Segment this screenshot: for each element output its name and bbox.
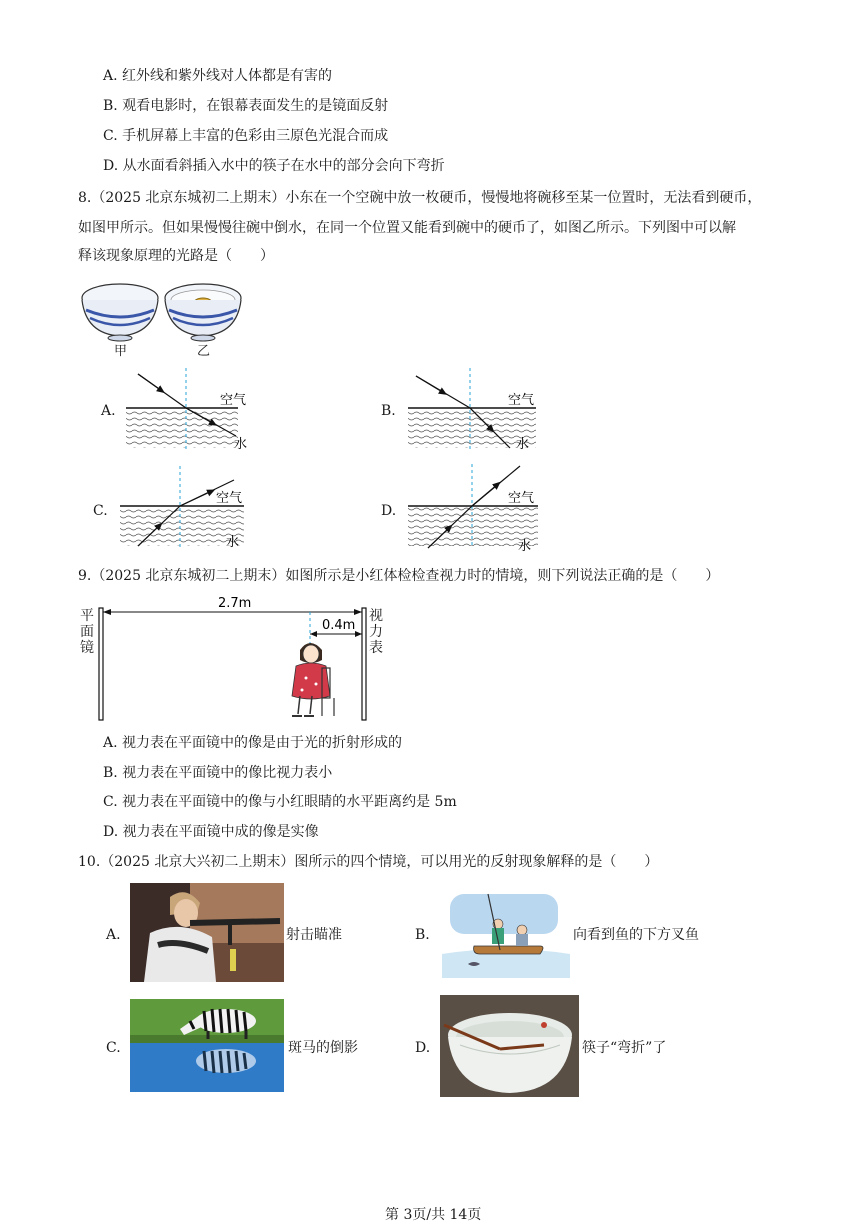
chart-label-char: 表 [369,640,383,656]
q7-option-b: B. 观看电影时，在银幕表面发生的是镜面反射 [103,98,389,114]
q9-option-d: D. 视力表在平面镜中成的像是实像 [103,824,319,840]
bowls-figure [78,276,248,358]
q10-stem: 10.（2025 北京大兴初二上期末）图所示的四个情境，可以用光的反射现象解释的是（ ） [78,854,659,870]
bowl-yi [165,284,241,341]
q9-option-a: A. 视力表在平面镜中的像是由于光的折射形成的 [103,735,403,751]
mirror-label [80,608,96,656]
chart-label-char: 力 [369,624,383,640]
bowl-jia [82,284,158,341]
q10-option-a-caption: 射击瞄准 [286,927,342,943]
chopsticks-bowl-photo [440,995,579,1097]
q10-option-b-caption: 向看到鱼的下方叉鱼 [573,927,699,943]
q9-option-c: C. 视力表在平面镜中的像与小红眼睛的水平距离约是 5m [103,794,457,810]
fishing-illustration [438,890,570,978]
water-label: 水 [516,437,530,452]
mirror-label-char: 平 [80,608,94,624]
page-footer: 第 3页/共 14页 [385,1207,482,1223]
q9-stem: 9.（2025 北京东城初二上期末）如图所示是小红体检检查视力时的情境，则下列说法正确的是（ ） [78,568,720,584]
q8-stem-line3: 释该现象原理的光路是（ ） [78,248,274,264]
q10-option-b-letter: B. [415,927,430,943]
q10-option-c-caption: 斑马的倒影 [288,1040,358,1056]
mirror [99,608,103,720]
air-label: 空气 [508,393,535,408]
q10-option-d-caption: 筷子“弯折”了 [582,1040,667,1056]
chart-label [369,608,385,656]
q8-option-c-diagram [116,466,256,552]
mirror-label-char: 面 [80,624,94,640]
q8-option-a-letter: A. [101,403,116,419]
q10-option-a-letter: A. [106,927,121,943]
q10-option-d-letter: D. [415,1040,431,1056]
air-label: 空气 [220,393,247,408]
water-label: 水 [226,535,240,550]
zebra-photo [130,999,284,1092]
distance-short: 0.4m [322,618,356,633]
bowl-label-yi: 乙 [197,344,211,358]
eye-chart [362,608,366,720]
distance-total: 2.7m [218,596,252,611]
q8-option-b-diagram [404,368,544,454]
q10-option-c-letter: C. [106,1040,121,1056]
shooting-photo [130,883,284,982]
chart-label-char: 视 [369,608,383,624]
mirror-label-char: 镜 [80,640,94,656]
q8-stem-line1: 8.（2025 北京东城初二上期末）小东在一个空碗中放一枚硬币，慢慢地将碗移至某一位置时，无法看到硬币， [78,190,762,206]
air-label: 空气 [508,491,535,506]
water-label: 水 [518,539,532,552]
q8-option-d-letter: D. [381,503,397,519]
water-label: 水 [234,437,248,452]
q8-option-d-diagram [404,464,546,552]
q8-option-b-letter: B. [381,403,396,419]
q8-stem-line2: 如图甲所示。但如果慢慢往碗中倒水，在同一个位置又能看到碗中的硬币了，如图乙所示。下列图中可以解 [78,220,736,236]
bowl-label-jia: 甲 [114,344,128,358]
q7-option-c: C. 手机屏幕上丰富的色彩由三原色光混合而成 [103,128,389,144]
eye-test-figure [78,592,398,724]
seated-girl [292,643,334,716]
q7-option-d: D. 从水面看斜插入水中的筷子在水中的部分会向下弯折 [103,158,445,174]
q8-option-c-letter: C. [93,503,108,519]
q8-option-a-diagram [122,368,262,454]
q7-option-a: A. 红外线和紫外线对人体都是有害的 [103,68,333,84]
q9-option-b: B. 视力表在平面镜中的像比视力表小 [103,765,333,781]
air-label: 空气 [216,491,243,506]
